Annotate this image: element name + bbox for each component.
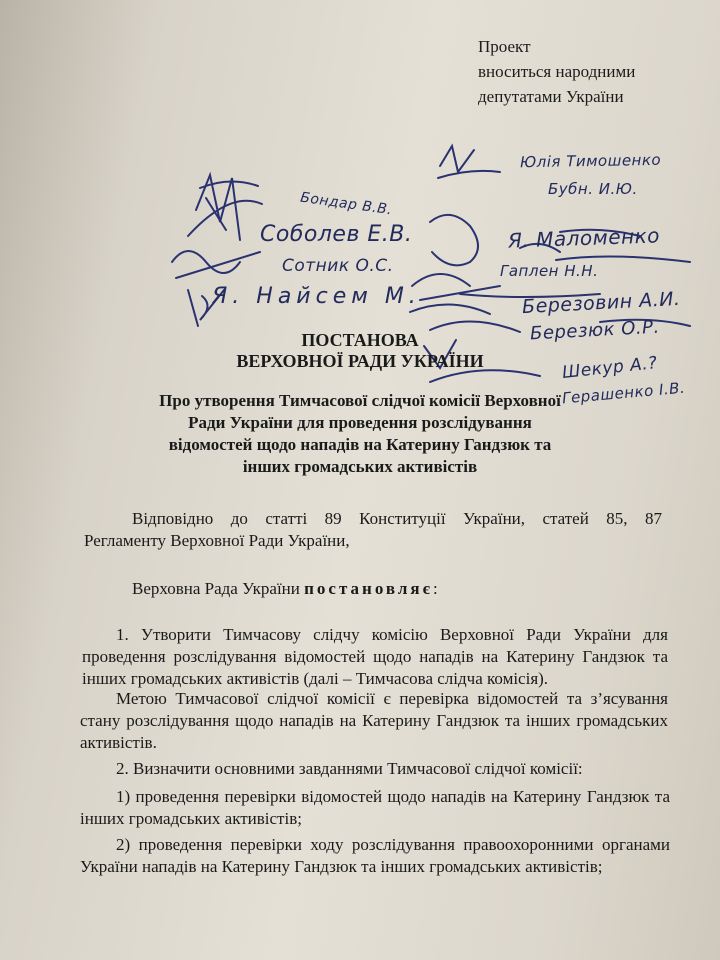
signature-text: Юлія Тимошенко: [519, 150, 662, 172]
signature-text: Я. Маломенко: [507, 223, 661, 253]
document-subject: [120, 390, 600, 478]
subject-line-2: Ради України для проведення розслідування: [188, 413, 532, 432]
signature-text: Гаплен Н.Н.: [500, 262, 599, 280]
legal-basis-line-2: Регламенту Верховної Ради України,: [84, 531, 350, 550]
paragraph-purpose: Метою Тимчасової слідчої комісії є перевірка відомостей та з’ясування стану розслідування щодо нападів на Катерину Гандзюк та інших громадських активістів.: [80, 689, 668, 752]
subject-line-4: інших громадських активістів: [242, 457, 478, 476]
signature-text: Герашенко І.В.: [561, 378, 686, 408]
project-note-line-1: Проект: [478, 37, 531, 56]
resolves-prefix: Верховна Рада України: [132, 579, 300, 598]
resolves-line: [132, 578, 438, 600]
signature-text: Я. Найсем М.: [212, 284, 421, 309]
signature-text: Соболев Е.В.: [260, 222, 413, 247]
signature-text: Бубн. И.Ю.: [548, 180, 638, 198]
document-title-line-2: ВЕРХОВНОЇ РАДИ УКРАЇНИ: [236, 351, 484, 371]
project-note-line-3: депутатами України: [478, 87, 624, 106]
legal-basis-line-1: Відповідно до статті 89 Конституції України, статей 85, 87: [132, 509, 662, 528]
signature-text: Сотник О.С.: [282, 256, 394, 276]
signature-text: Бондар В.В.: [299, 189, 394, 219]
resolves-word: постановляє: [304, 579, 433, 598]
project-note-line-2: вноситься народними: [478, 62, 636, 81]
paragraph-item-2: 2. Визначити основними завданнями Тимчасової слідчої комісії:: [116, 759, 583, 778]
signature-text: Шекур А.?: [561, 353, 659, 383]
document-title-line-1: ПОСТАНОВА: [301, 330, 419, 350]
paragraph-item-1: 1. Утворити Тимчасову слідчу комісію Верховної Ради України для проведення розслідування відомостей щодо нападів на Катерину Гандзюк та інших громадських активістів (далі – Тимчасова слідча комісія).: [82, 625, 668, 688]
paragraph-task-2: 2) проведення перевірки ходу розслідування правоохоронними органами України нападів на Катерину Гандзюк та інших громадських активістів;: [80, 835, 670, 876]
paragraph-task-1: 1) проведення перевірки відомостей щодо нападів на Катерину Гандзюк та інших громадських активістів;: [80, 787, 670, 828]
signature-text: Березовин А.И.: [521, 287, 681, 319]
resolves-suffix: :: [432, 579, 438, 598]
subject-line-3: відомостей щодо нападів на Катерину Гандзюк та: [168, 435, 552, 454]
subject-line-1: Про утворення Тимчасової слідчої комісії Верховної: [159, 391, 561, 410]
signature-text: Березюк О.Р.: [529, 316, 661, 345]
